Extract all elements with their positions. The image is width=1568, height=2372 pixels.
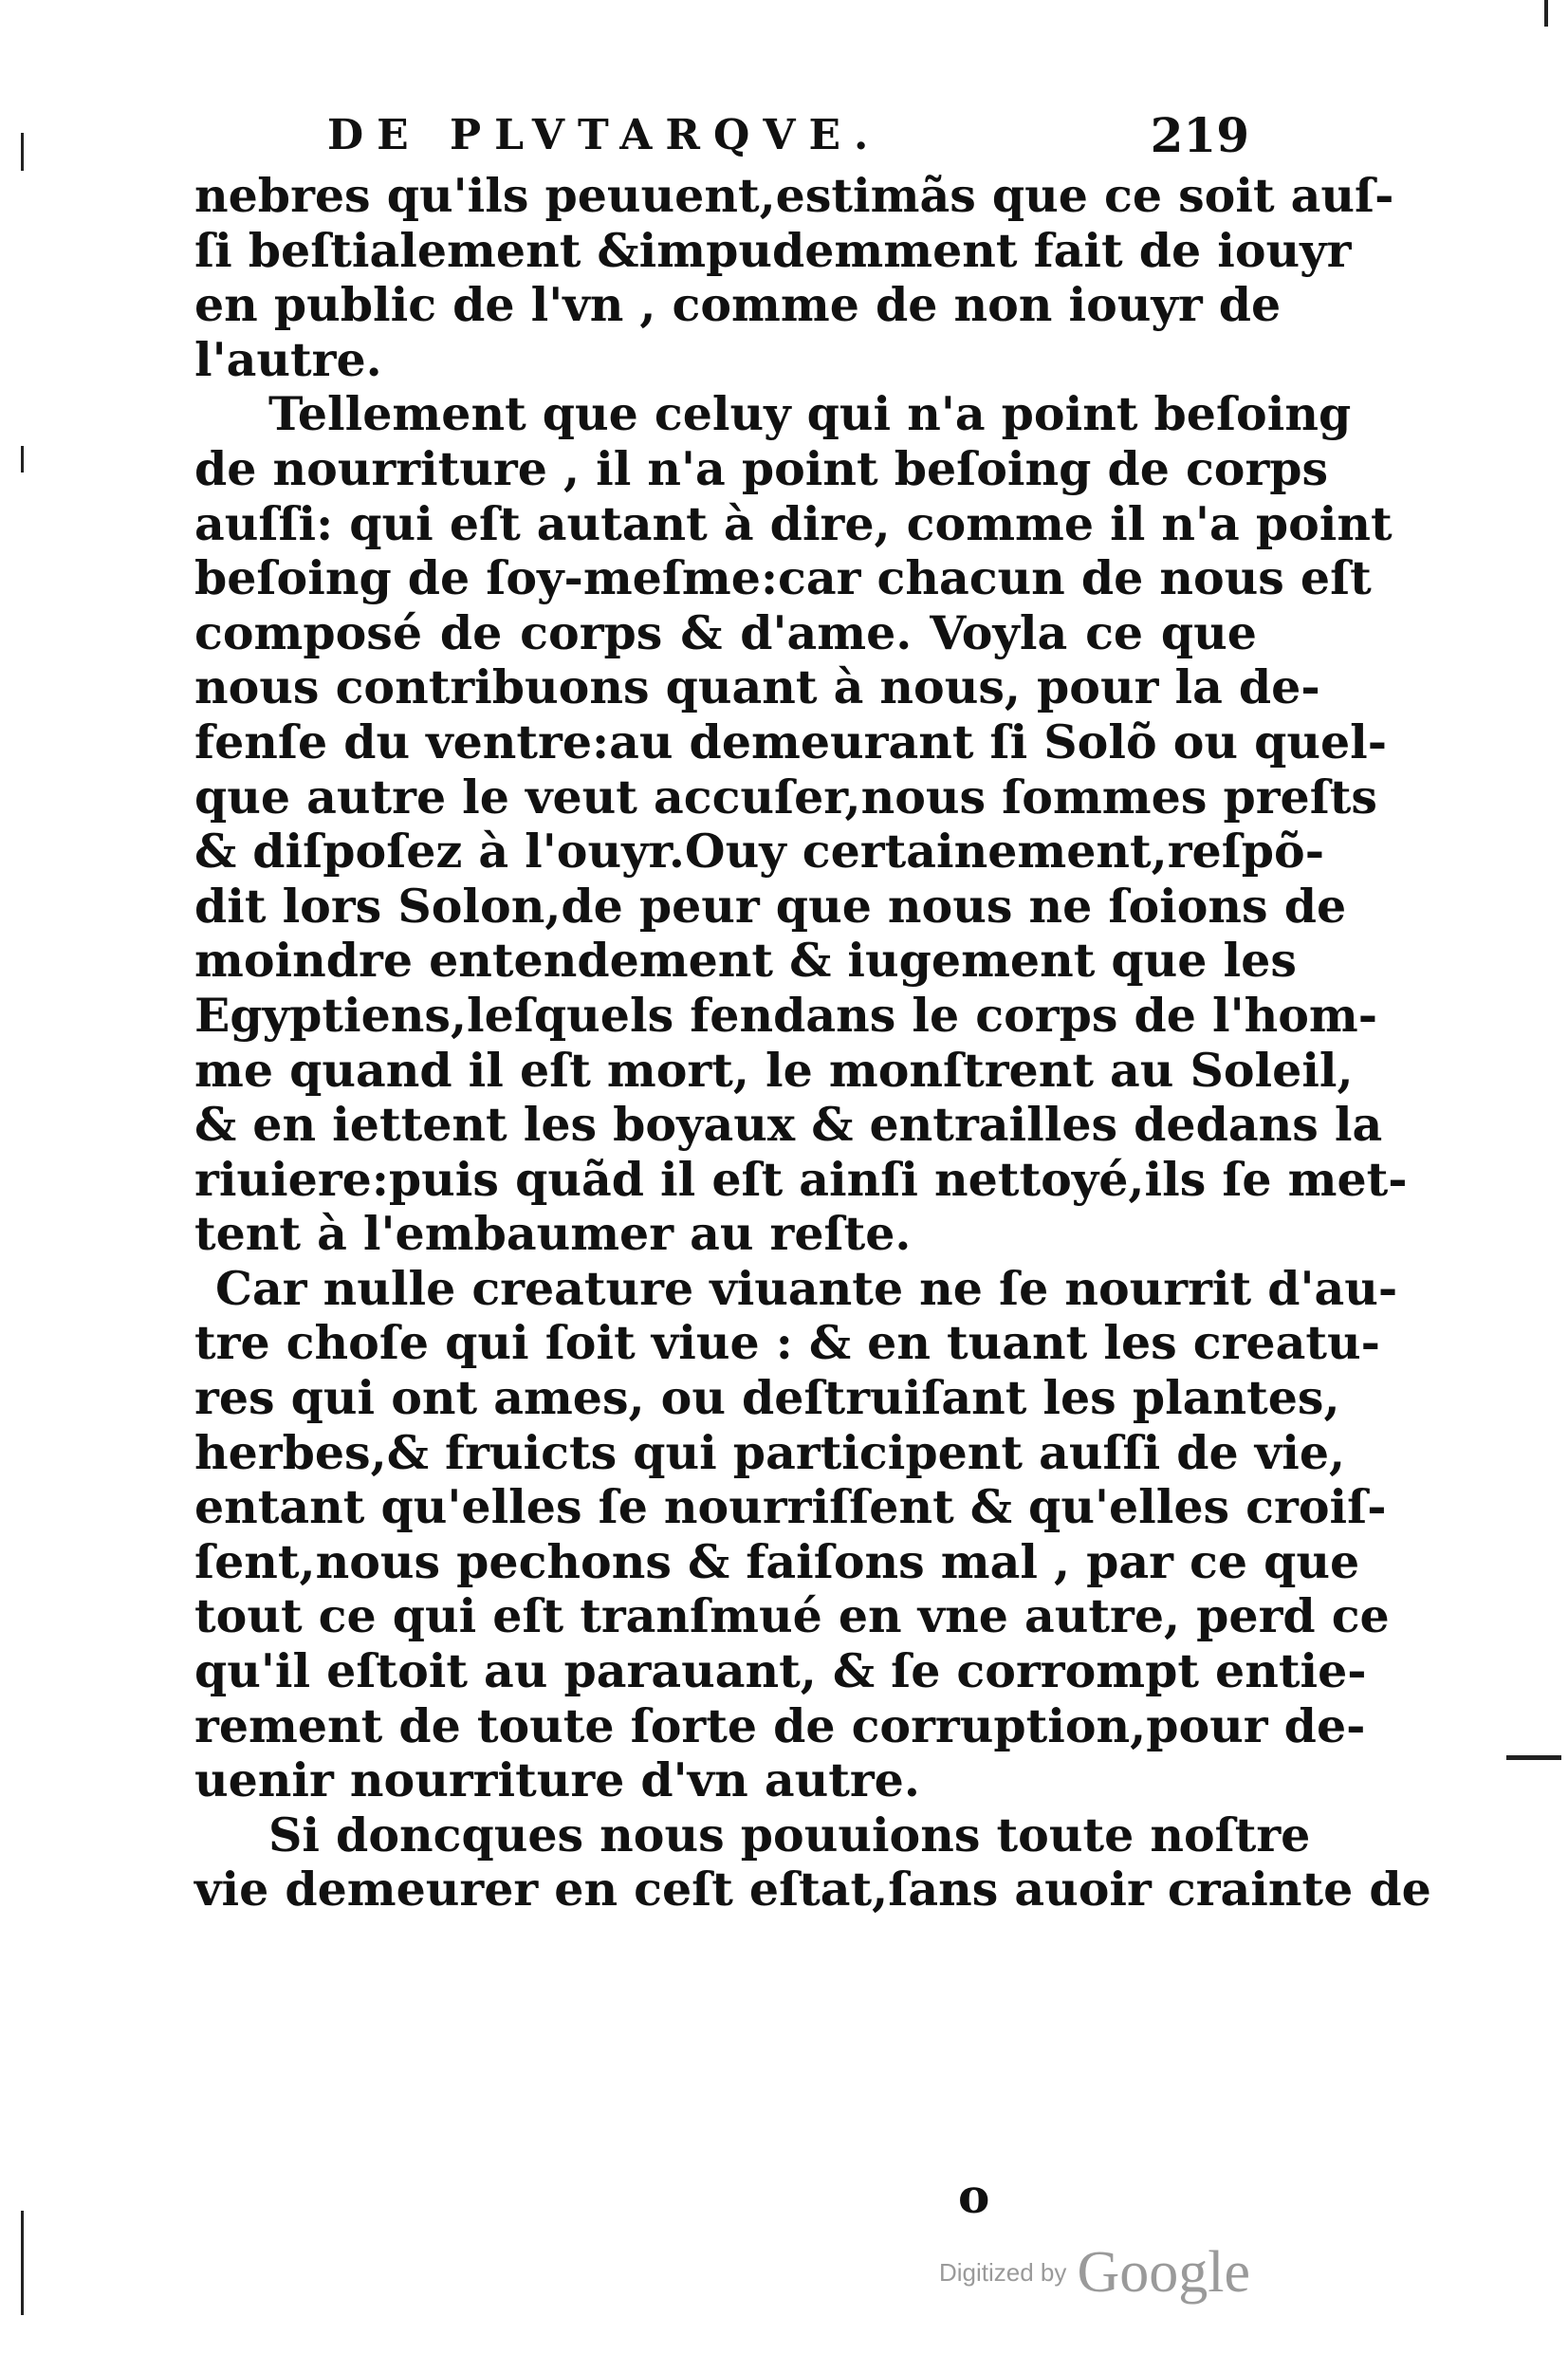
text-line: ſi beſtialement &impudemment fait de iouyr [194, 222, 1352, 278]
page-header [194, 102, 1257, 169]
scan-edge-mark [1544, 0, 1548, 27]
text-line: Egyptiens,leſquels fendans le corps de l'hom- [194, 987, 1378, 1043]
text-line: en public de l'vn , comme de non iouyr de [194, 277, 1282, 333]
running-title: DE PLVTARQVE. [327, 111, 882, 159]
watermark-prefix: Digitized by [939, 2258, 1067, 2287]
scan-edge-mark [21, 2211, 24, 2315]
page-number: 219 [1150, 107, 1249, 163]
text-line: res qui ont ames, ou deſtruiſant les plantes, [194, 1370, 1340, 1426]
text-line: l'autre. [194, 331, 382, 387]
text-line: & diſpoſez à l'ouyr.Ouy certainement,reſpõ- [194, 824, 1325, 880]
text-line: dit lors Solon,de peur que nous ne ſoions de [194, 878, 1347, 934]
text-line: uenir nourriture d'vn autre. [194, 1752, 920, 1808]
text-line: tre choſe qui ſoit viue : & en tuant les creatu- [194, 1315, 1380, 1371]
text-line: que autre le veut accuſer,nous ſommes preſts [194, 769, 1378, 825]
scan-edge-mark [21, 446, 24, 473]
text-line: vie demeurer en ceſt eſtat,ſans auoir crainte de [194, 1862, 1431, 1918]
text-line: Tellement que celuy qui n'a point beſoing [268, 386, 1352, 442]
text-line: riuiere:puis quãd il eſt ainſi nettoyé,ils ſe met- [194, 1151, 1408, 1207]
text-line: qu'il eſtoit au parauant, & ſe corrompt entie- [194, 1643, 1367, 1699]
text-line: fenſe du ventre:au demeurant ſi Solõ ou quel- [194, 713, 1388, 769]
text-line: me quand il eſt mort, le monſtrent au Soleil, [194, 1042, 1354, 1098]
text-line: moindre entendement & iugement que les [194, 933, 1297, 989]
text-line: & en iettent les boyaux & entrailles dedans la [194, 1097, 1383, 1153]
text-line: beſoing de ſoy-meſme:car chacun de nous eſt [194, 550, 1372, 606]
watermark-brand: Google [1077, 2240, 1251, 2305]
body-text [194, 168, 1431, 1918]
text-line: Si doncques nous pouuions toute noſtre [268, 1807, 1311, 1862]
text-line: tent à l'embaumer au reſte. [194, 1206, 912, 1262]
digitization-watermark [939, 2239, 1250, 2307]
text-line: herbes,& fruicts qui participent auſſi de vie, [194, 1424, 1346, 1480]
text-line: ſent,nous pechons & faiſons mal , par ce que [194, 1533, 1360, 1589]
text-line: entant qu'elles ſe nourriſſent & qu'elles croiſ- [194, 1479, 1387, 1535]
text-line: tout ce qui eſt tranſmué en vne autre, perd ce [194, 1588, 1390, 1644]
scan-edge-mark [21, 133, 24, 171]
text-line: auſſi: qui eſt autant à dire, comme il n'a point [194, 495, 1393, 551]
text-line: de nourriture , il n'a point beſoing de corps [194, 440, 1329, 496]
signature-mark: o [958, 2168, 990, 2224]
text-line: rement de toute ſorte de corruption,pour de- [194, 1697, 1366, 1753]
text-line: Car nulle creature viuante ne ſe nourrit d'au- [215, 1260, 1398, 1316]
text-line: nebres qu'ils peuuent,estimãs que ce soit auſ- [194, 168, 1394, 223]
text-line: nous contribuons quant à nous, pour la de- [194, 659, 1320, 715]
text-line: composé de corps & d'ame. Voyla ce que [194, 604, 1257, 660]
scan-edge-mark [1506, 1755, 1561, 1760]
